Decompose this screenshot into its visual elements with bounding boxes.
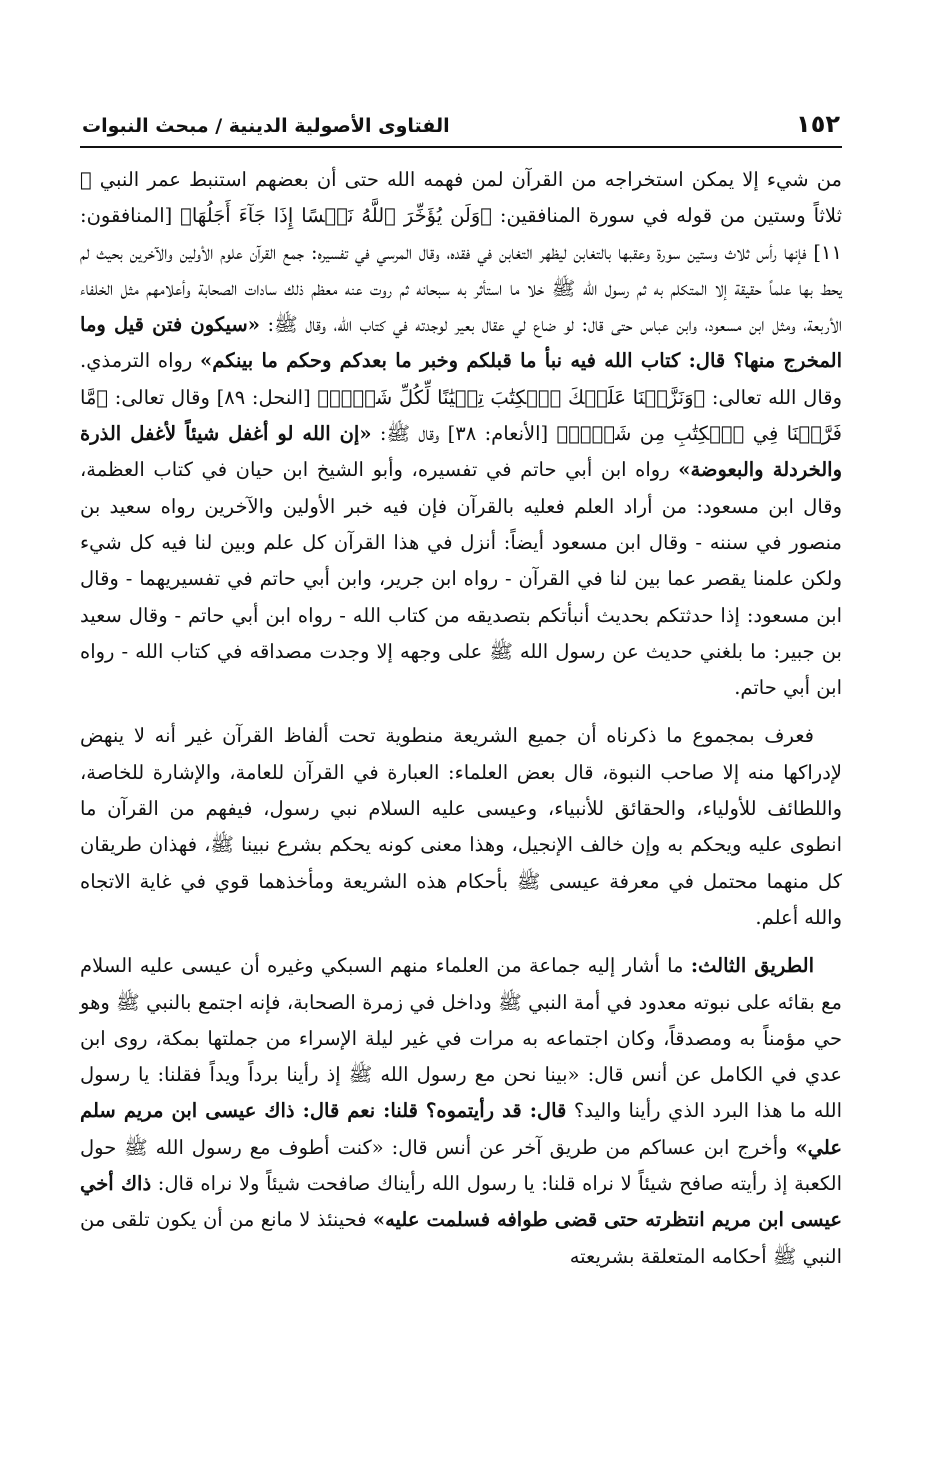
text-segment: وأخرج ابن عساكم من طريق آخر عن أنس قال: «كنت أطوف مع رسول الله ﷺ حول الكعبة إذ رأيته صافح شيئاً لا نراه قلنا: يا رسول الله رأيناك صافحت شيئاً ولا نراه قال: <box>80 1135 843 1196</box>
hadith-quote: «سيكون فتن قيل وما المخرج منها؟ قال: كتاب الله فيه نبأ ما قبلكم وخبر ما بعدكم وحكم ما بينكم» <box>80 313 842 373</box>
paragraph-1 <box>80 162 842 706</box>
book-page <box>80 110 842 1275</box>
page-header <box>80 110 842 148</box>
text-segment: فعرف بمجموع ما ذكرناه أن جميع الشريعة منطوية تحت ألفاظ القرآن غير أنه لا ينهض لإدراكها منه إلا صاحب النبوة، قال بعض العلماء: العبارة في القرآن للعامة، والإشارة للخاصة، واللطائف للأولياء، والحقائق للأنبياء، وعيسى عليه السلام نبي رسول، فيفهم من القرآن ما انطوى عليه ويحكم به وإن خالف الإنجيل، وهذا معنى كونه يحكم بشرع نبينا ﷺ، فهذان طريقان كل منهما محتمل في معرفة عيسى ﷺ بأحكام هذه الشريعة ومأخذهما قوي في غاية الاتجاه والله أعلم. <box>80 724 842 929</box>
hadith-quote: قال: قد رأيتموه؟ قلنا: نعم قال: ذاك عيسى ابن مريم سلم علي» <box>80 1099 842 1159</box>
text-segment: رواه الترمذي. وقال الله تعالى: ﴿وَنَزَّلۡنَا عَلَيۡكَ ٱلۡكِتَٰبَ تِبۡيَٰنًا لِّكُلِّ شَيۡءٖ﴾ [النحل: ٨٩] وقال تعالى: ﴿مَّا فَرَّطۡنَا فِي ٱلۡكِتَٰبِ مِن شَيۡءٖ﴾ [الأنعام: ٣٨] وقال ﷺ: <box>80 349 842 446</box>
hadith-quote: «إن الله لو أغفل شيئاً لأغفل الذرة والخردلة والبعوضة» <box>80 422 842 482</box>
text-segment: رواه ابن أبي حاتم في تفسيره، وأبو الشيخ ابن حيان في كتاب العظمة، وقال ابن مسعود: من أراد العلم فعليه بالقرآن فإن فيه خبر الأولين والآخرين رواه سعيد بن منصور في سننه - وقال ابن مسعود أيضاً: أنزل في هذا القرآن كل علم وبين لنا فيه كل شيء ولكن علمنا يقصر عما بين لنا في القرآن - رواه ابن جرير، وابن أبي حاتم في تفسيريهما - وقال ابن مسعود: إذا حدثتكم بحديث أنبأتكم بتصديقه من كتاب الله - رواه ابن أبي حاتم - وقال سعيد بن جبير: ما بلغني حديث عن رسول الله ﷺ على وجهه إلا وجدت مصداقه في كتاب الله - رواه ابن أبي حاتم. <box>80 458 842 700</box>
section-heading: الطريق الثالث: <box>690 954 814 978</box>
running-title: الفتاوى الأصولية الدينية / مبحث النبوات <box>82 115 450 137</box>
paragraph-2 <box>80 718 842 936</box>
text-segment: من شيء إلا يمكن استخراجه من القرآن لمن فهمه الله حتى أن بعضهم استنبط عمر النبي ﷺ ثلاثاً وستين من قوله في سورة المنافقين: ﴿وَلَن يُؤَخِّرَ ٱللَّهُ نَفۡسًا إِذَا جَآءَ أَجَلُهَا﴾ [المنافقون: ١١] فإنها رأس ثلاث وستين سورة وعقبها بالتغابن ليظهر التغابن في فقده، وقال المرسي في تفسيره: جمع القرآن علوم الأولين والآخرين بحيث لم يحط بها علماً حقيقة إلا المتكلم به ثم رسول الله ﷺ خلا ما استأثر به سبحانه ثم روت عنه معظم ذلك سادات الصحابة وأعلامهم مثل الخلفاء الأربعة، ومثل ابن مسعود، وابن عباس حتى قال: لو ضاع لي عقال بعير لوجدته في كتاب الله، وقال ﷺ: <box>80 168 842 337</box>
page-number: ١٥٢ <box>796 110 840 138</box>
hadith-quote: ذاك أخي عيسى ابن مريم انتظرته حتى قضى طوافه فسلمت عليه» <box>80 1172 842 1232</box>
text-segment: ما أشار إليه جماعة من العلماء منهم السبكي وغيره أن عيسى عليه السلام مع بقائه على نبوته معدود في أمة النبي ﷺ وداخل في زمرة الصحابة، فإنه اجتمع بالنبي ﷺ وهو حي مؤمناً به ومصدقاً، وكان اجتماعه به مرات في غير ليلة الإسراء من جملتها بمكة، روى ابن عدي في الكامل عن أنس قال: «بينا نحن مع رسول الله ﷺ إذ رأينا برداً ويداً فقلنا: يا رسول الله ما هذا البرد الذي رأينا واليد؟ <box>80 954 843 1123</box>
text-segment: فحينئذ لا مانع من أن يكون تلقى من النبي ﷺ أحكامه المتعلقة بشريعته <box>80 1208 842 1268</box>
paragraph-3 <box>80 948 842 1275</box>
